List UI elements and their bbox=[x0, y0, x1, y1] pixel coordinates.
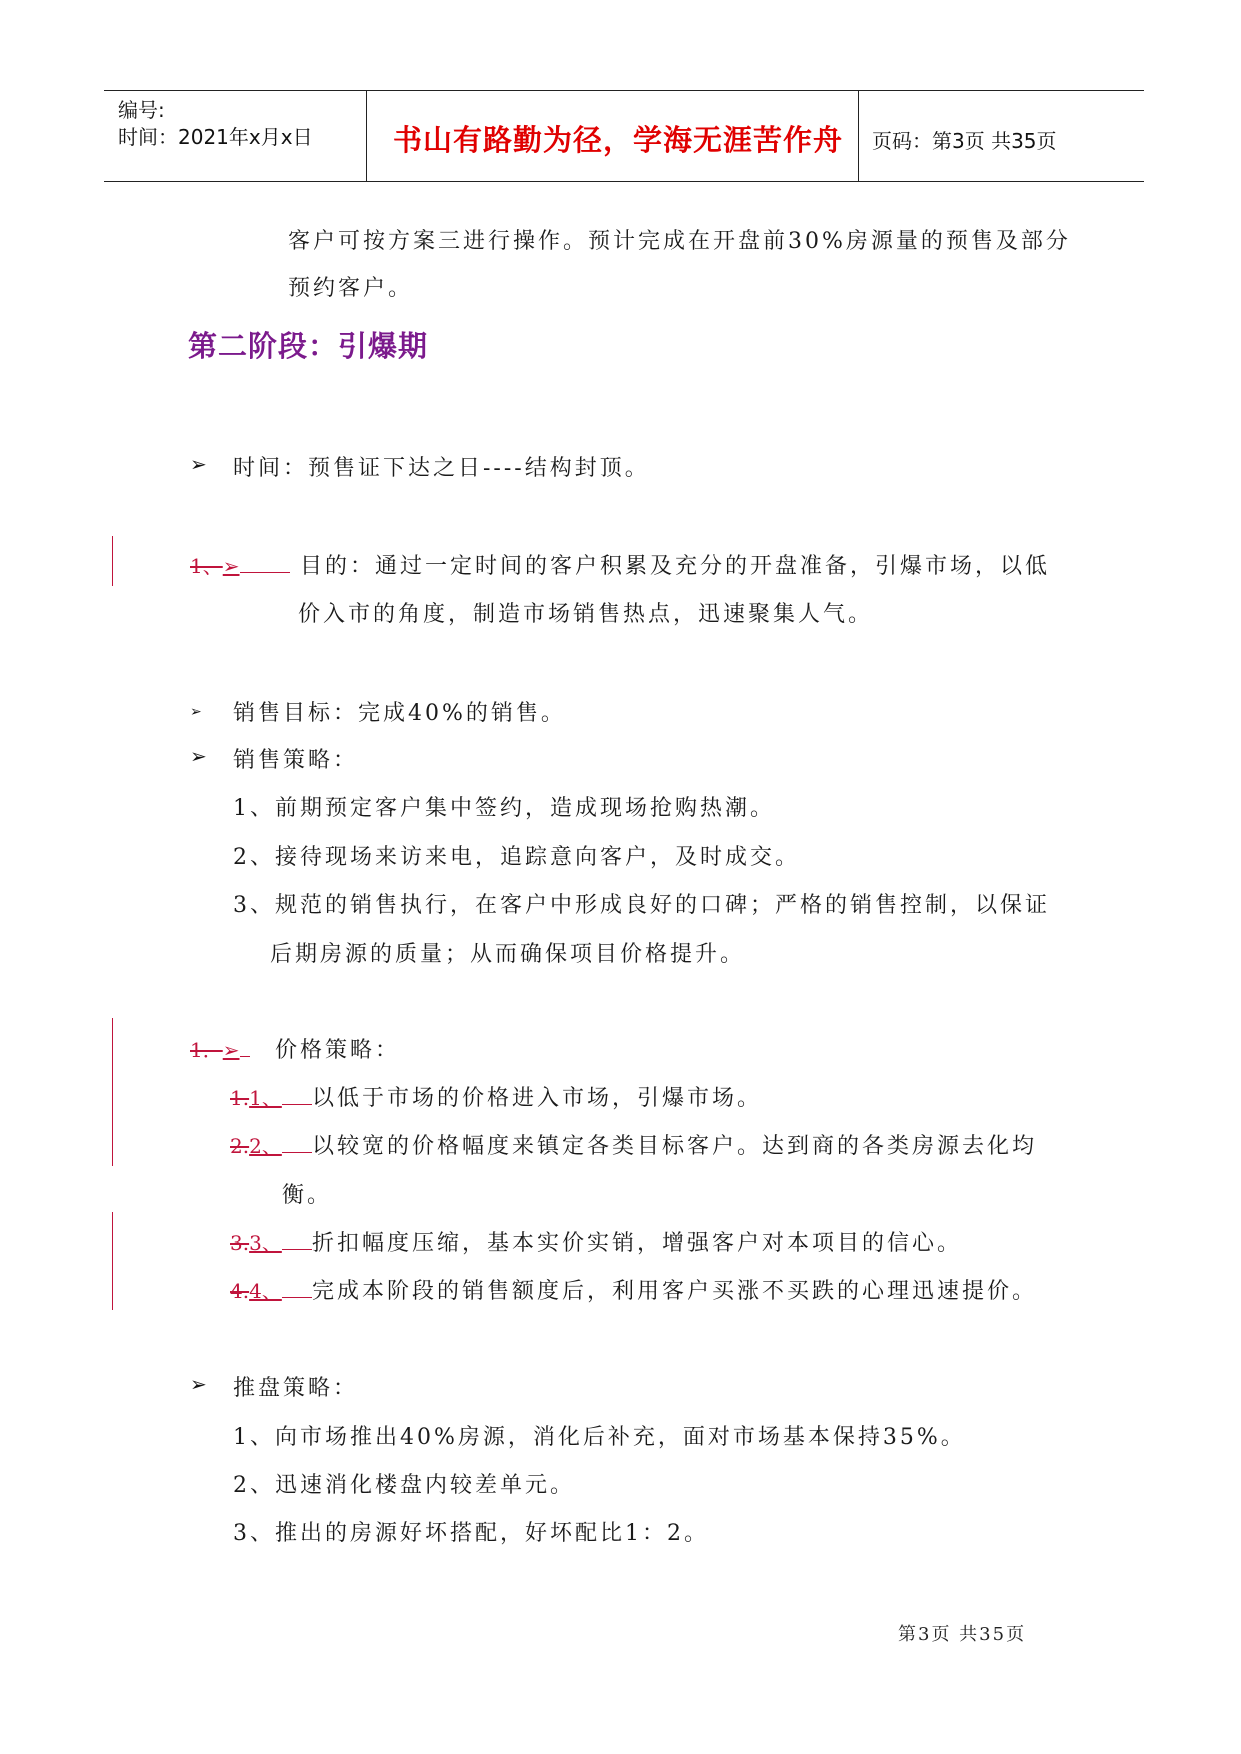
price-strategy-title: 价格策略： bbox=[275, 1038, 401, 1063]
sales-strategy-title: 销售策略： bbox=[233, 748, 359, 773]
header-divider-right bbox=[858, 90, 859, 181]
push-strategy-title: 推盘策略： bbox=[233, 1376, 359, 1401]
doc-date-label: 时间：2021年x月x日 bbox=[118, 125, 313, 149]
change-bar-goal bbox=[112, 536, 113, 586]
revision-underline bbox=[282, 1132, 312, 1153]
push-strategy-item-1: 1、向市场推出40%房源，消化后补充，面对市场基本保持35%。 bbox=[233, 1425, 966, 1450]
sales-strategy-item-2: 2、接待现场来访来电，追踪意向客户，及时成交。 bbox=[233, 845, 800, 870]
bullet-arrow-icon: ➢ bbox=[222, 554, 240, 578]
push-strategy-item-3: 3、推出的房源好坏搭配，好坏配比1：2。 bbox=[233, 1521, 709, 1546]
goal-line-1: 目的：通过一定时间的客户积累及充分的开盘准备，引爆市场，以低 bbox=[300, 554, 1051, 579]
section-heading: 第二阶段：引爆期 bbox=[188, 329, 429, 363]
change-bar-price-2 bbox=[112, 1212, 113, 1310]
price-item-1-text: 以低于市场的价格进入市场，引爆市场。 bbox=[312, 1086, 763, 1111]
bullet-arrow-icon: ➢ bbox=[190, 452, 207, 476]
price-item-1-marker bbox=[230, 1082, 312, 1111]
revision-underline bbox=[240, 552, 290, 573]
revision-underline bbox=[282, 1277, 312, 1298]
revision-underline bbox=[240, 1036, 250, 1057]
header-page-label: 页码：第3页 共35页 bbox=[872, 129, 1057, 153]
goal-revision-marker bbox=[190, 550, 290, 579]
price-item-4-deleted: 4. bbox=[230, 1279, 250, 1303]
bullet-arrow-icon: ➢ bbox=[222, 1038, 240, 1062]
change-bar-price bbox=[112, 1018, 113, 1166]
header-bottom-rule bbox=[104, 181, 1144, 182]
price-item-1-inserted: 1、 bbox=[249, 1086, 282, 1110]
price-item-2-marker bbox=[230, 1130, 312, 1159]
sales-strategy-item-3-cont: 后期房源的质量；从而确保项目价格提升。 bbox=[270, 942, 746, 967]
intro-line-1: 客户可按方案三进行操作。预计完成在开盘前30%房源量的预售及部分 bbox=[288, 229, 1071, 254]
bullet-arrow-icon-small: ➢ bbox=[190, 704, 202, 720]
price-item-4-marker bbox=[230, 1275, 312, 1304]
price-item-3-inserted: 3、 bbox=[249, 1231, 282, 1255]
header-motto: 书山有路勤为径，学海无涯苦作舟 bbox=[393, 123, 844, 157]
price-item-4-inserted: 4、 bbox=[249, 1279, 282, 1303]
revision-underline bbox=[282, 1084, 312, 1105]
price-revision-marker bbox=[190, 1034, 250, 1063]
intro-line-2: 预约客户。 bbox=[288, 276, 414, 301]
price-item-3-marker bbox=[230, 1227, 312, 1256]
price-item-3-deleted: 3. bbox=[230, 1231, 250, 1255]
time-item: 时间：预售证下达之日----结构封顶。 bbox=[233, 456, 650, 481]
bullet-arrow-icon: ➢ bbox=[190, 1372, 207, 1396]
sales-strategy-item-1: 1、前期预定客户集中签约，造成现场抢购热潮。 bbox=[233, 796, 775, 821]
price-item-2-deleted: 2. bbox=[230, 1134, 250, 1158]
price-item-2-cont: 衡。 bbox=[282, 1183, 333, 1208]
price-item-4-text: 完成本阶段的销售额度后，利用客户买涨不买跌的心理迅速提价。 bbox=[312, 1279, 1038, 1304]
revision-underline bbox=[282, 1229, 312, 1250]
header-divider-left bbox=[366, 90, 367, 181]
page-footer: 第3页 共35页 bbox=[898, 1624, 1027, 1645]
sales-strategy-item-3: 3、规范的销售执行，在客户中形成良好的口碑；严格的销售控制，以保证 bbox=[233, 893, 1050, 918]
push-strategy-item-2: 2、迅速消化楼盘内较差单元。 bbox=[233, 1473, 575, 1498]
price-item-2-inserted: 2、 bbox=[249, 1134, 282, 1158]
price-item-2-text: 以较宽的价格幅度来镇定各类目标客户。达到商的各类房源去化均 bbox=[312, 1134, 1038, 1159]
sales-target: 销售目标：完成40%的销售。 bbox=[233, 701, 566, 726]
header-top-rule bbox=[104, 90, 1144, 91]
doc-number-label: 编号: bbox=[118, 98, 165, 122]
price-deleted-marker: 1． bbox=[190, 1038, 223, 1062]
bullet-arrow-icon: ➢ bbox=[190, 744, 207, 768]
price-item-1-deleted: 1. bbox=[230, 1086, 250, 1110]
goal-deleted-marker: 1、 bbox=[190, 554, 223, 578]
goal-line-2: 价入市的角度，制造市场销售热点，迅速聚集人气。 bbox=[298, 602, 874, 627]
price-item-3-text: 折扣幅度压缩，基本实价实销，增强客户对本项目的信心。 bbox=[312, 1231, 963, 1256]
